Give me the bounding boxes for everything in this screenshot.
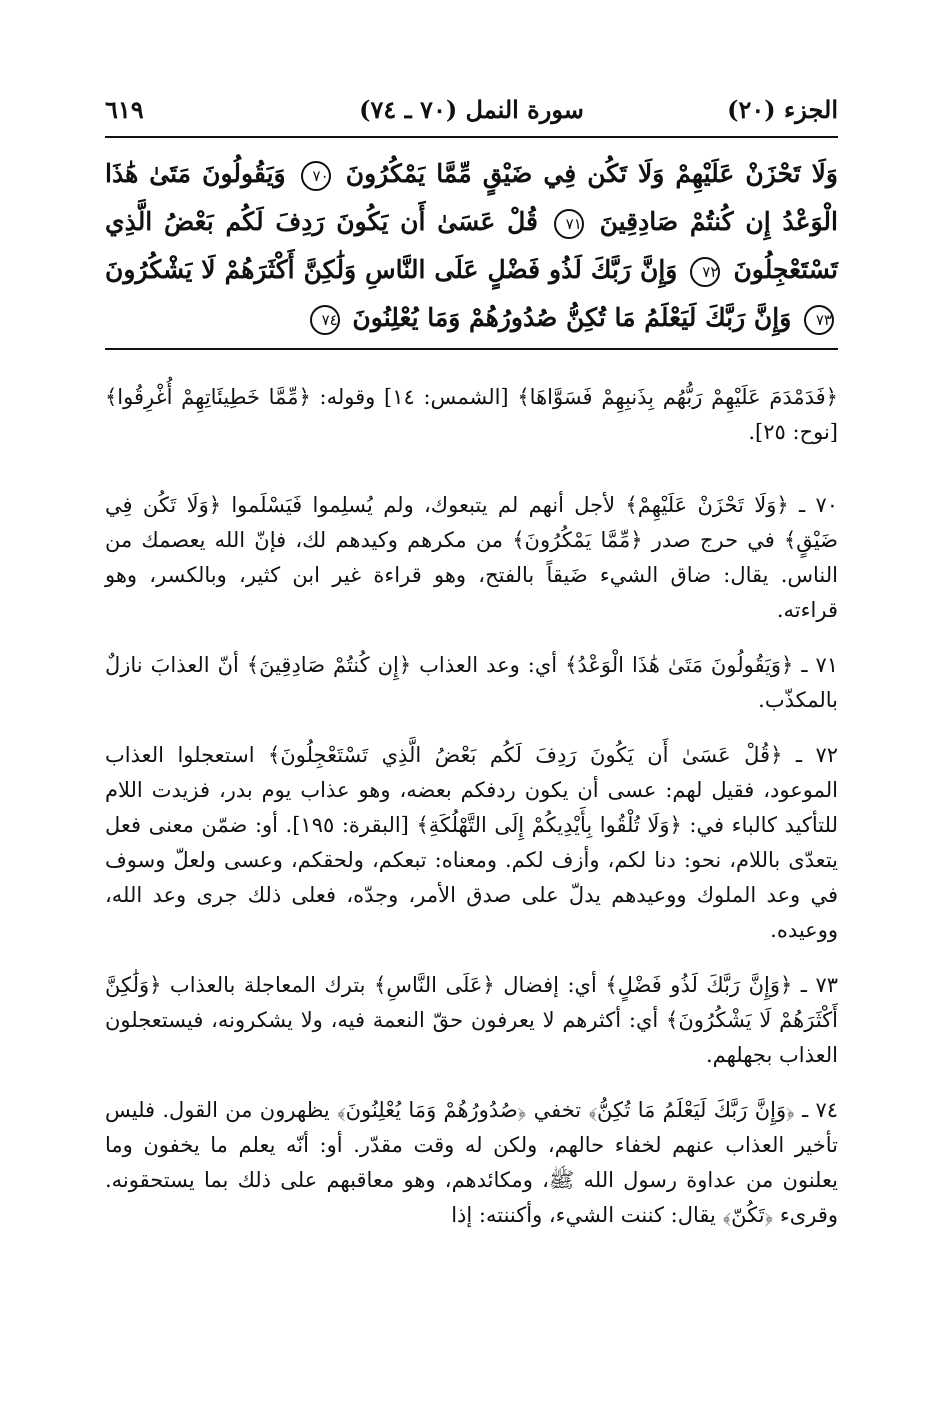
verse-text: وَيَقُولُونَ مَتَىٰ هَٰذَا الْوَعْدُ إِن كُنتُمْ صَادِقِينَ — [105, 159, 838, 236]
surah-label: سورة النمل (٧٠ ـ ٧٤) — [359, 95, 584, 124]
verse-text: وَإِنَّ رَبَّكَ لَذُو فَضْلٍ عَلَى النَّاسِ وَلَٰكِنَّ أَكْثَرَهُمْ لَا يَشْكُرُونَ — [105, 255, 678, 284]
part-label: الجزء (٢٠) — [727, 95, 838, 124]
ayah-number-marker: ٧١ — [554, 209, 584, 239]
ayah-number-marker: ٧٤ — [310, 305, 340, 335]
commentary-paragraph-72: ٧٢ ـ ﴿قُلْ عَسَىٰ أَن يَكُونَ رَدِفَ لَكُم بَعْضُ الَّذِي تَسْتَعْجِلُونَ﴾ استعجلوا العذاب الموعود، فقيل لهم: عسى أن يكون ردفكم بعضه، وهو عذاب يوم بدر، فزيدت اللام للتأكيد كالباء في: ﴿وَلَا تُلْقُوا بِأَيْدِيكُمْ إِلَى التَّهْلُكَةِ﴾ [البقرة: ١٩٥]. أو: ضمّن معنى فعل يتعدّى باللام، نحو: دنا لكم، وأزف لكم. ومعناه: تبعكم، ولحقكم، وعسى ولعلّ وسوف في وعد الملوك ووعيدهم يدلّ على صدق الأمر، وجدّه، فعلى ذلك جرى وعد الله، ووعيده. — [105, 743, 838, 942]
ayah-number-marker: ٧٣ — [804, 305, 834, 335]
quran-verses — [105, 150, 838, 345]
page-number: ٦١٩ — [105, 95, 144, 124]
commentary-paragraph-73: ٧٣ ـ ﴿وَإِنَّ رَبَّكَ لَذُو فَضْلٍ﴾ أي: إفضال ﴿عَلَى النَّاسِ﴾ بترك المعاجلة بالعذاب ﴿وَلَٰكِنَّ أَكْثَرَهُمْ لَا يَشْكُرُونَ﴾ أي: أكثرهم لا يعرفون حقّ النعمة فيه، ولا يشكرونه، فيستعجلون العذاب بجهلهم. — [105, 973, 838, 1067]
verse-text: وَإِنَّ رَبَّكَ لَيَعْلَمُ مَا تُكِنُّ صُدُورُهُمْ وَمَا يُعْلِنُونَ — [352, 303, 792, 332]
header-divider — [105, 136, 838, 138]
verses-divider — [105, 348, 838, 350]
verse-text: وَلَا تَحْزَنْ عَلَيْهِمْ وَلَا تَكُن فِي ضَيْقٍ مِّمَّا يَمْكُرُونَ — [345, 159, 838, 188]
commentary-paragraph-70: ٧٠ ـ ﴿وَلَا تَحْزَنْ عَلَيْهِمْ﴾ لأجل أنهم لم يتبعوك، ولم يُسلِموا فَيَسْلَموا ﴿وَلَا تَكُن فِي ضَيْقٍ﴾ في حرج صدر ﴿مِّمَّا يَمْكُرُونَ﴾ من مكرهم وكيدهم لك، فإنّ الله يعصمك من الناس. يقال: ضاق الشيء ضَيقاً بالفتح، وهو قراءة غير ابن كثير، وبالكسر، وهو قراءته. — [105, 493, 838, 622]
commentary-paragraph-71: ٧١ ـ ﴿وَيَقُولُونَ مَتَىٰ هَٰذَا الْوَعْدُ﴾ أي: وعد العذاب ﴿إِن كُنتُمْ صَادِقِينَ﴾ أنّ العذابَ نازلٌ بالمكذّب. — [105, 653, 838, 712]
page-header — [105, 95, 838, 133]
tafsir-commentary — [105, 380, 838, 1380]
ayah-number-marker: ٧٠ — [301, 161, 331, 191]
verse-text: قُلْ عَسَىٰ أَن يَكُونَ رَدِفَ لَكُم بَعْضُ الَّذِي تَسْتَعْجِلُونَ — [105, 207, 838, 284]
commentary-paragraph: ﴿فَدَمْدَمَ عَلَيْهِمْ رَبُّهُم بِذَنبِهِمْ فَسَوَّاهَا﴾ [الشمس: ١٤] وقوله: ﴿مِّمَّا خَطِيئَاتِهِمْ أُغْرِقُوا﴾ [نوح: ٢٥]. — [105, 385, 838, 444]
ayah-number-marker: ٧٢ — [690, 257, 720, 287]
commentary-paragraph-74: ٧٤ ـ ﴿وَإِنَّ رَبَّكَ لَيَعْلَمُ مَا تُكِنُّ﴾ تخفي ﴿صُدُورُهُمْ وَمَا يُعْلِنُونَ﴾ يظهرون من القول. فليس تأخير العذاب عنهم لخفاء حالهم، ولكن له وقت مقدّر. أو: أنّه يعلم ما يخفون وما يعلنون من عداوة رسول الله ﷺ، ومكائدهم، وهو معاقبهم على ذلك بما يستحقونه. وقرىء ﴿تَكُنّ﴾ يقال: كننت الشيء، وأكننته: إذا — [105, 1098, 838, 1227]
